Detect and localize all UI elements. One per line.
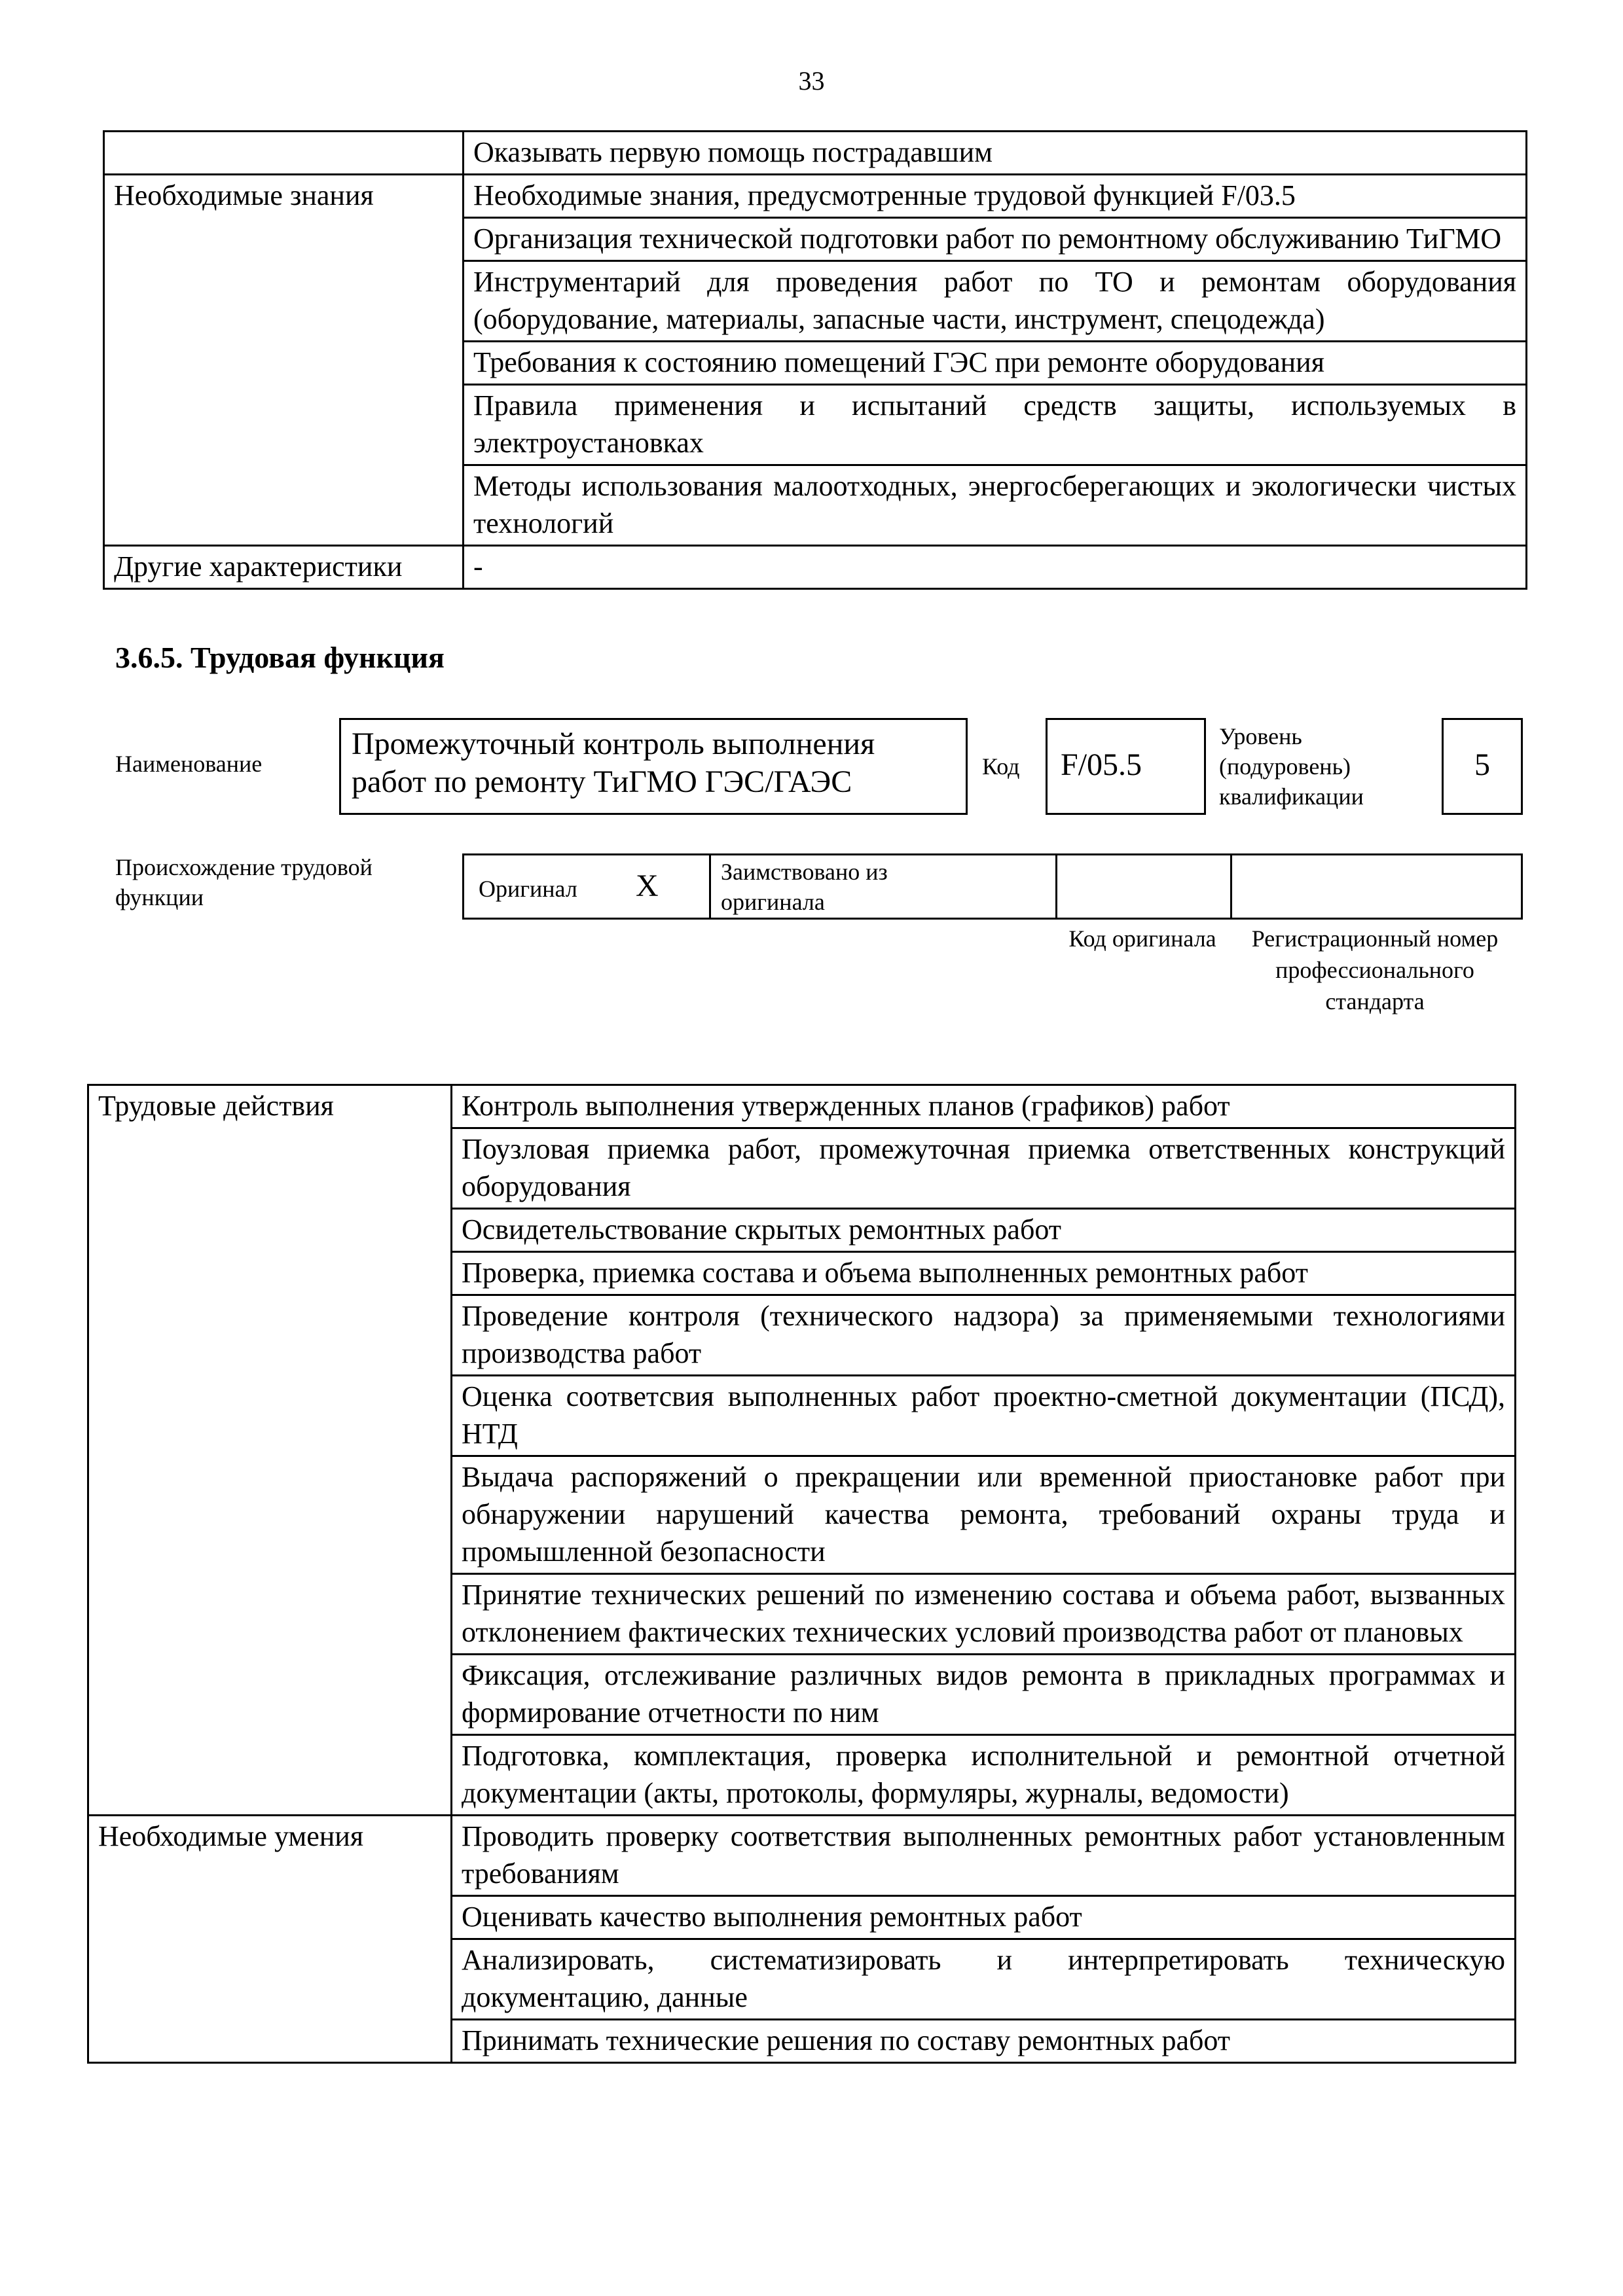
row-text: Оказывать первую помощь пострадавшим [464,132,1527,175]
original-label: Оригинал [479,876,577,902]
action-text: Фиксация, отслеживание различных видов ремонта в прикладных программах и формирование отчетности по ним [452,1655,1516,1735]
action-text: Поузловая приемка работ, промежуточная приемка ответственных конструкций оборудования [452,1128,1516,1209]
action-text: Принятие технических решений по изменению состава и объема работ, вызванных отклонением фактических технических условий производства работ от плановых [452,1574,1516,1655]
level-value: 5 [1474,747,1490,782]
action-text: Освидетельствование скрытых ремонтных работ [452,1209,1516,1252]
action-text: Оценка соответсвия выполненных работ проектно-сметной документации (ПСД), НТД [452,1376,1516,1456]
action-text: Проверка, приемка состава и объема выполненных ремонтных работ [452,1252,1516,1295]
knowledge-label: Необходимые знания [104,175,464,546]
skill-text: Анализировать, систематизировать и интерпретировать техническую документацию, данные [452,1939,1516,2020]
page-number: 33 [798,66,825,96]
skill-text: Принимать технические решения по составу ремонтных работ [452,2020,1516,2063]
name-value: Промежуточный контроль выполнения работ по ремонту ТиГМО ГЭС/ГАЭС [352,726,875,799]
level-label: Уровень (подуровень) квалификации [1219,723,1364,810]
reg-number-caption: Регистрационный номер профессионального стандарта [1251,925,1499,1014]
name-label: Наименование [115,751,263,777]
row-text: - [464,546,1527,589]
table-row [104,132,1527,175]
skill-text: Оценивать качество выполнения ремонтных работ [452,1896,1516,1939]
section-heading: 3.6.5. Трудовая функция [115,641,445,674]
table-row [88,1085,1516,1128]
borrowed-label: Заимствовано из оригинала [721,859,888,915]
row-text: Методы использования малоотходных, энергосберегающих и экологически чистых технологий [464,465,1527,546]
table-row [88,1816,1516,1896]
required-skills-label: Необходимые умения [88,1816,452,2063]
action-text: Контроль выполнения утвержденных планов (графиков) работ [452,1085,1516,1128]
knowledge-table [103,130,1527,590]
divider [709,855,711,920]
table-row [104,175,1527,218]
origin-table [462,853,1523,920]
table-row [104,546,1527,589]
divider [1055,855,1057,920]
row-text: Инструментарий для проведения работ по ТО и ремонтам оборудования (оборудование, материалы, запасные части, инструмент, спецодежда) [464,261,1527,342]
labor-actions-label: Трудовые действия [88,1085,452,1816]
action-text: Проведение контроля (технического надзора) за применяемыми технологиями производства работ [452,1295,1516,1376]
code-label: Код [982,753,1020,780]
name-value-box [339,718,968,815]
row-label [104,132,464,175]
skill-text: Проводить проверку соответствия выполненных ремонтных работ установленным требованиям [452,1816,1516,1896]
origin-label: Происхождение трудовой функции [115,854,373,910]
action-text: Выдача распоряжений о прекращении или временной приостановке работ при обнаружении нарушений качества ремонта, требований охраны труда и промышленной безопасности [452,1456,1516,1574]
row-text: Правила применения и испытаний средств защиты, используемых в электроустановках [464,385,1527,465]
actions-table [87,1084,1516,2064]
code-value: F/05.5 [1061,747,1142,782]
row-text: Необходимые знания, предусмотренные трудовой функцией F/03.5 [464,175,1527,218]
code-value-box [1046,718,1206,815]
action-text: Подготовка, комплектация, проверка исполнительной и ремонтной отчетной документации (акты, протоколы, формуляры, журналы, ведомости) [452,1735,1516,1816]
other-characteristics-label: Другие характеристики [104,546,464,589]
code-original-caption: Код оригинала [1068,925,1216,952]
row-text: Организация технической подготовки работ по ремонтному обслуживанию ТиГМО [464,218,1527,261]
original-mark: X [636,869,659,903]
level-value-box [1442,718,1523,815]
divider [1230,855,1232,920]
row-text: Требования к состоянию помещений ГЭС при ремонте оборудования [464,342,1527,385]
